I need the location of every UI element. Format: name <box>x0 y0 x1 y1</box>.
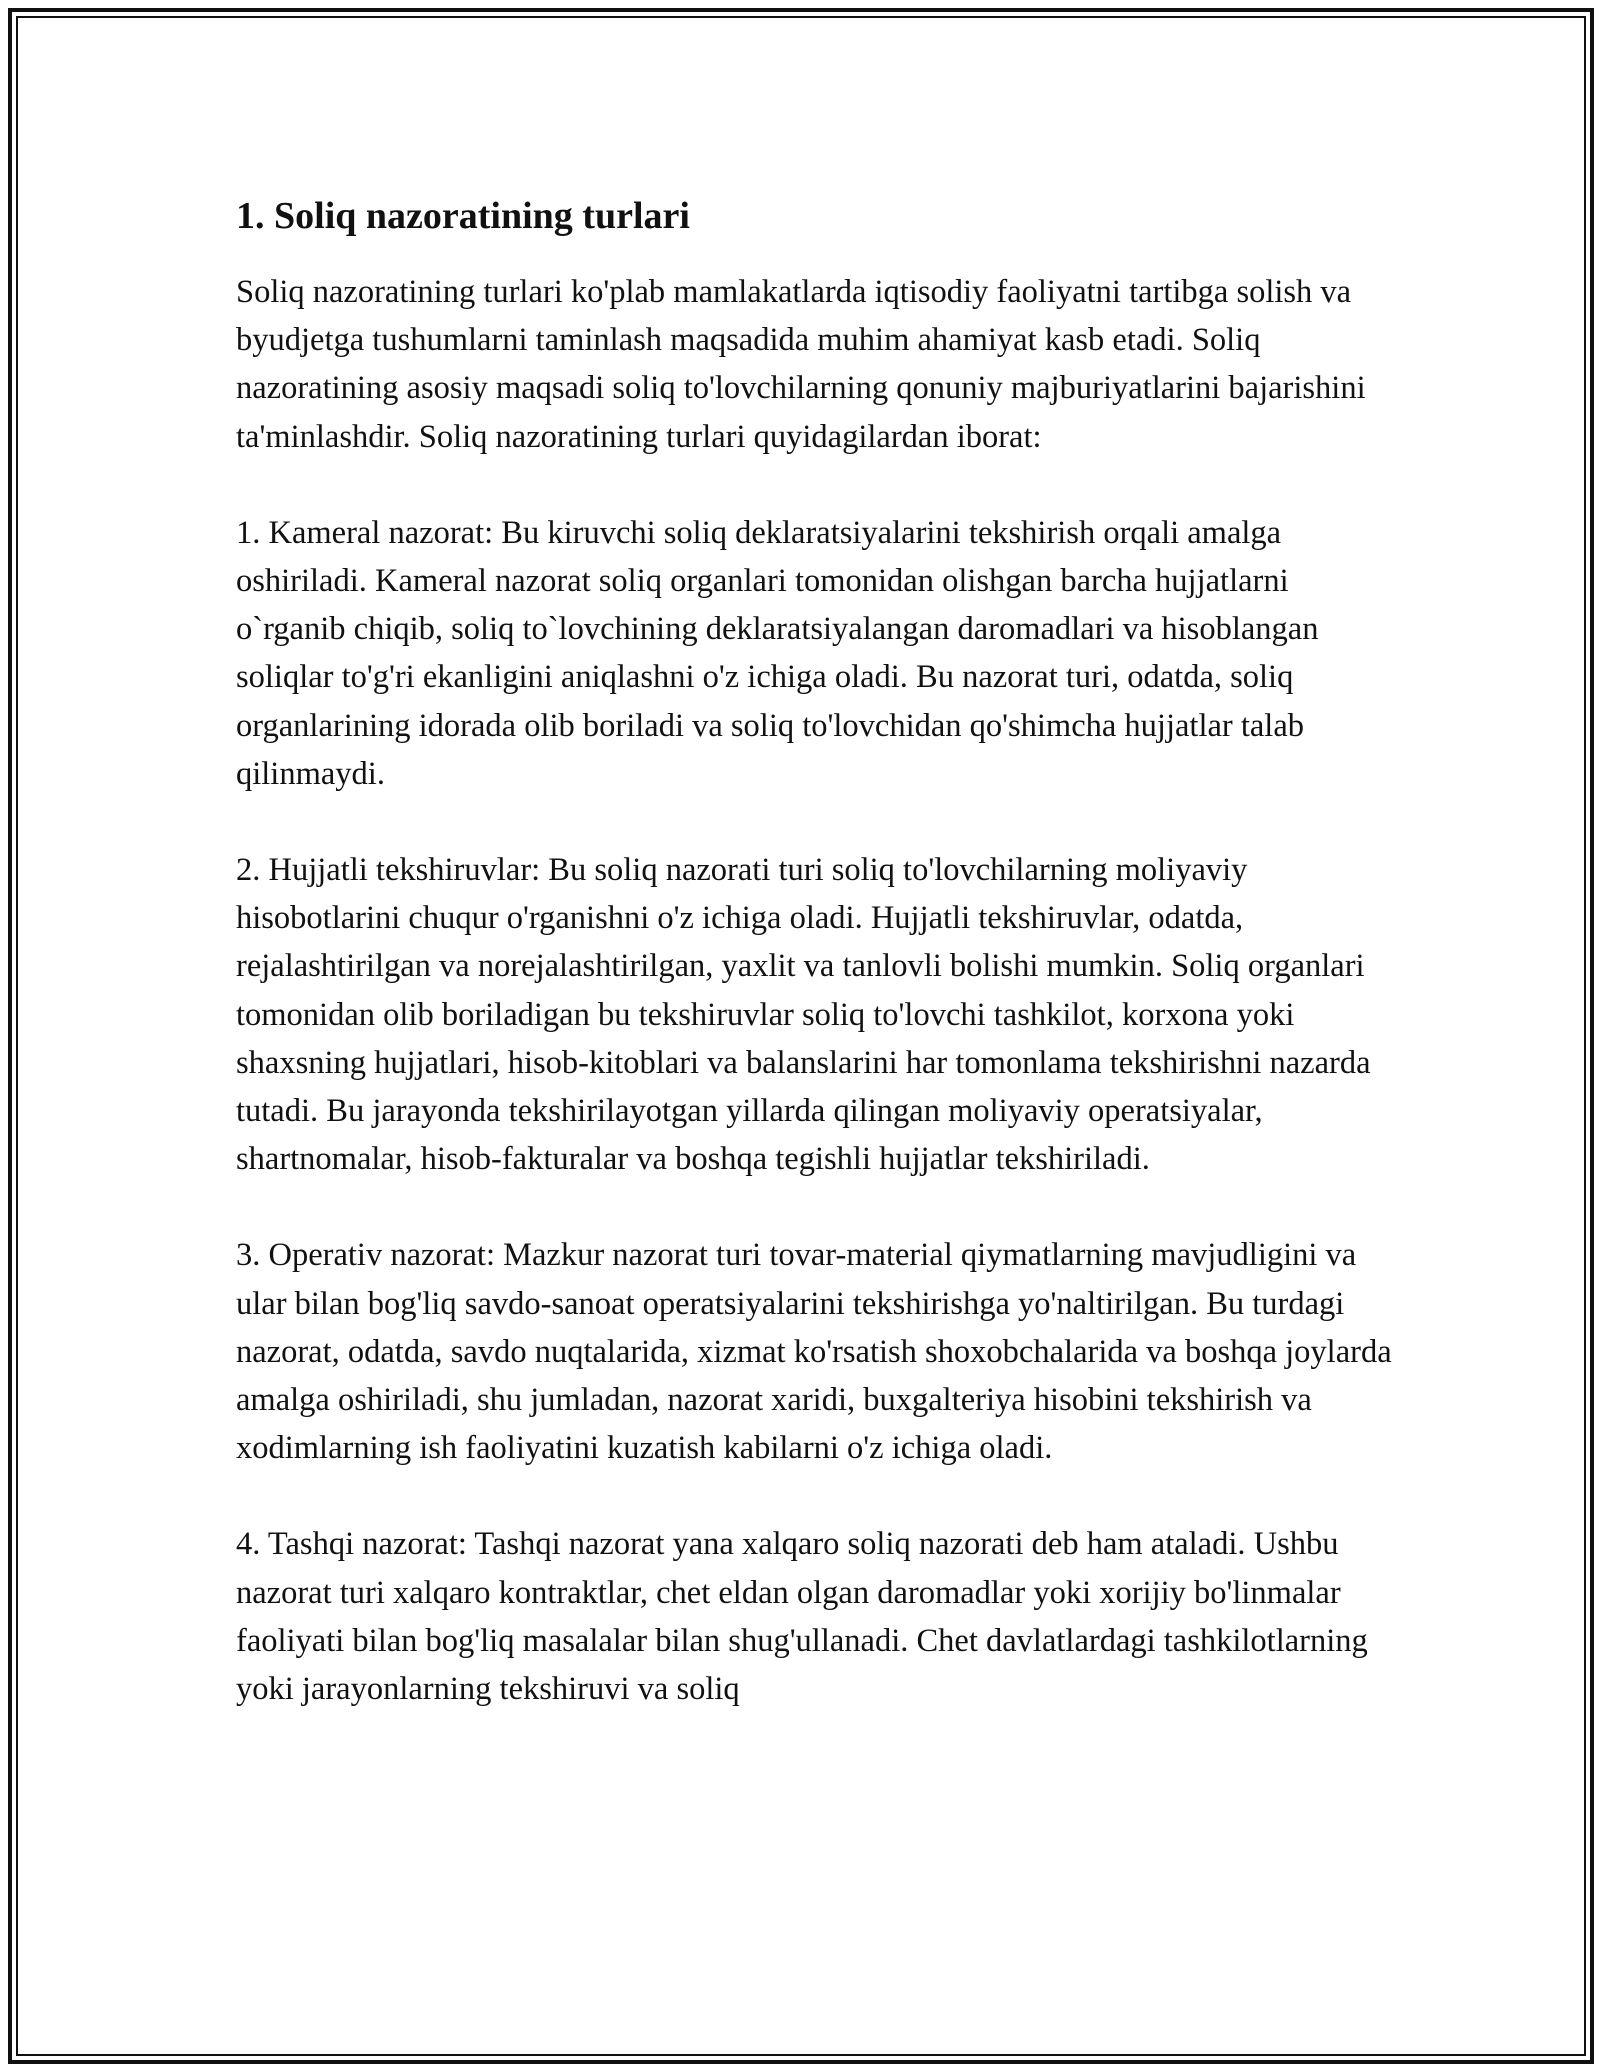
section-heading: 1. Soliq nazoratining turlari <box>236 195 690 237</box>
paragraph-operativ-nazorat: 3. Operativ nazorat: Mazkur nazorat turi tovar-material qiymatlarning mavjudligini va ular bilan bog'liq savdo-sanoat operatsiyalarini tekshirishga yo'naltirilgan. Bu turdagi nazorat, odatda, savdo nuqtalarida, xizmat ko'rsatish shoxobchalarida va boshqa joylarda amalga oshiriladi, shu jumladan, nazorat xaridi, buxgalteriya hisobini tekshirish va xodimlarning ish faoliyatini kuzatish kabilarni o'z ichiga oladi. <box>236 1237 1392 1467</box>
document-body <box>236 186 1396 1761</box>
paragraph-tashqi-nazorat: 4. Tashqi nazorat: Tashqi nazorat yana xalqaro soliq nazorati deb ham ataladi. Ushbu nazorat turi xalqaro kontraktlar, chet eldan olgan daromadlar yoki xorijiy bo'linmalar faoliyati bilan bog'liq masalalar bilan shug'ullanadi. Chet davlatlardagi tashkilotlarning yoki jarayonlarning tekshiruvi va soliq <box>236 1526 1368 1708</box>
paragraph-hujjatli-tekshiruvlar: 2. Hujjatli tekshiruvlar: Bu soliq nazorati turi soliq to'lovchilarning moliyaviy hisobotlarini chuqur o'rganishni o'z ichiga oladi. Hujjatli tekshiruvlar, odatda, rejalashtirilgan va norejalashtirilgan, yaxlit va tanlovli bolishi mumkin. Soliq organlari tomonidan olib boriladigan bu tekshiruvlar soliq to'lovchi tashkilot, korxona yoki shaxsning hujjatlari, hisob-kitoblari va balanslarini har tomonlama tekshirishni nazarda tutadi. Bu jarayonda tekshirilayotgan yillarda qilingan moliyaviy operatsiyalar, shartnomalar, hisob-fakturalar va boshqa tegishli hujjatlar tekshiriladi. <box>236 852 1371 1178</box>
intro-paragraph: Soliq nazoratining turlari ko'plab mamlakatlarda iqtisodiy faoliyatni tartibga solish va byudjetga tushumlarni taminlash maqsadida muhim ahamiyat kasb etadi. Soliq nazoratining asosiy maqsadi soliq to'lovchilarning qonuniy majburiyatlarini bajarishini ta'minlashdir. Soliq nazoratining turlari quyidagilardan iborat: <box>236 274 1366 455</box>
paragraph-kameral-nazorat: 1. Kameral nazorat: Bu kiruvchi soliq deklaratsiyalarini tekshirish orqali amalga oshiriladi. Kameral nazorat soliq organlari tomonidan olishgan barcha hujjatlarni o`rganib chiqib, soliq to`lovchining deklaratsiyalangan daromadlari va hisoblangan soliqlar to'g'ri ekanligini aniqlashni o'z ichiga oladi. Bu nazorat turi, odatda, soliq organlarining idorada olib boriladi va soliq to'lovchidan qo'shimcha hujjatlar talab qilinmaydi. <box>236 514 1319 792</box>
